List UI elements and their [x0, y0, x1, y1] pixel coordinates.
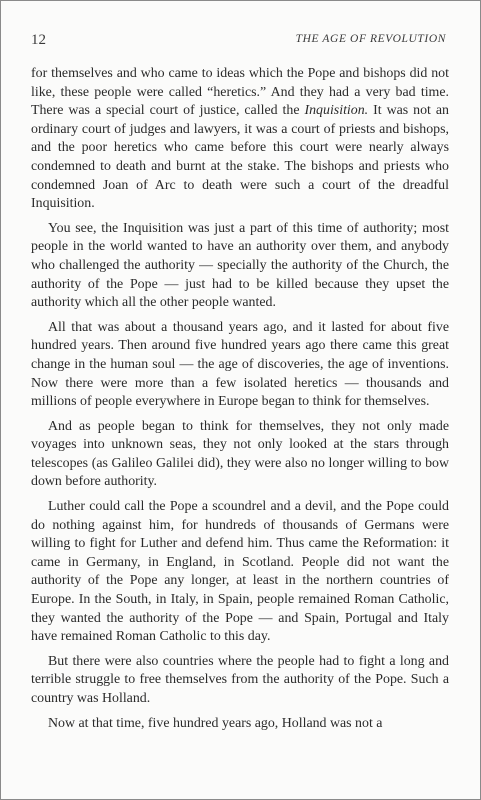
running-head: THE AGE OF REVOLUTION	[295, 33, 446, 45]
paragraph-1	[31, 65, 449, 214]
paragraph-2: You see, the Inquisition was just a part of this time of authority; most people in the world wanted to have an authority over them, and anybody who challenged the authority — specially the authority of the Church, the authority of the Pope — just had to be killed because they upset the authority which all the other people wanted.	[31, 220, 449, 311]
paragraph-3: All that was about a thousand years ago, and it lasted for about five hundred years. Then around five hundred years ago there came this great change in the human soul — the age of discoveries, the age of inventions. Now there were more than a few isolated heretics — thousands and millions of people everywhere in Europe began to think for themselves.	[31, 319, 449, 410]
paragraph-1-after: It was not an ordinary court of judges and lawyers, it was a court of priests and bishops, and the poor heretics who came before this court were nearly always condemned to death and burnt at the stake. The bishops and priests who condemned Joan of Arc to death were such a court of the dreadful Inquisition.	[31, 103, 450, 212]
inquisition-emphasis: Inquisition.	[304, 103, 369, 119]
page-header	[31, 32, 446, 52]
paragraph-6: But there were also countries where the people had to fight a long and terrible struggle to free themselves from the authority of the Pope. Such a country was Holland.	[31, 653, 449, 706]
paragraph-4: And as people began to think for themselves, they not only made voyages into unknown seas, they not only looked at the stars through telescopes (as Galileo Galilei did), they were also no longer willing to bow down before authority.	[31, 418, 449, 490]
paragraph-1-before: for themselves and who came to ideas which the Pope and bishops did not like, these people were called “heretics.” And they had a very bad time. There was a special court of justice, called the	[31, 66, 449, 119]
page-number: 12	[31, 32, 46, 48]
body-text	[31, 65, 449, 733]
paragraph-7: Now at that time, five hundred years ago, Holland was not a	[48, 715, 383, 731]
paragraph-5: Luther could call the Pope a scoundrel and a devil, and the Pope could do nothing against him, for hundreds of thousands of Germans were willing to fight for Luther and defend him. Thus came the Reformation: it came in Germany, in England, in Scotland. People did not want the authority of the Pope any longer, at least in the northern countries of Europe. In the South, in Italy, in Spain, people remained Roman Catholic, they wanted the authority of the Pope — and Spain, Portugal and Italy have remained Roman Catholic to this day.	[31, 499, 449, 645]
